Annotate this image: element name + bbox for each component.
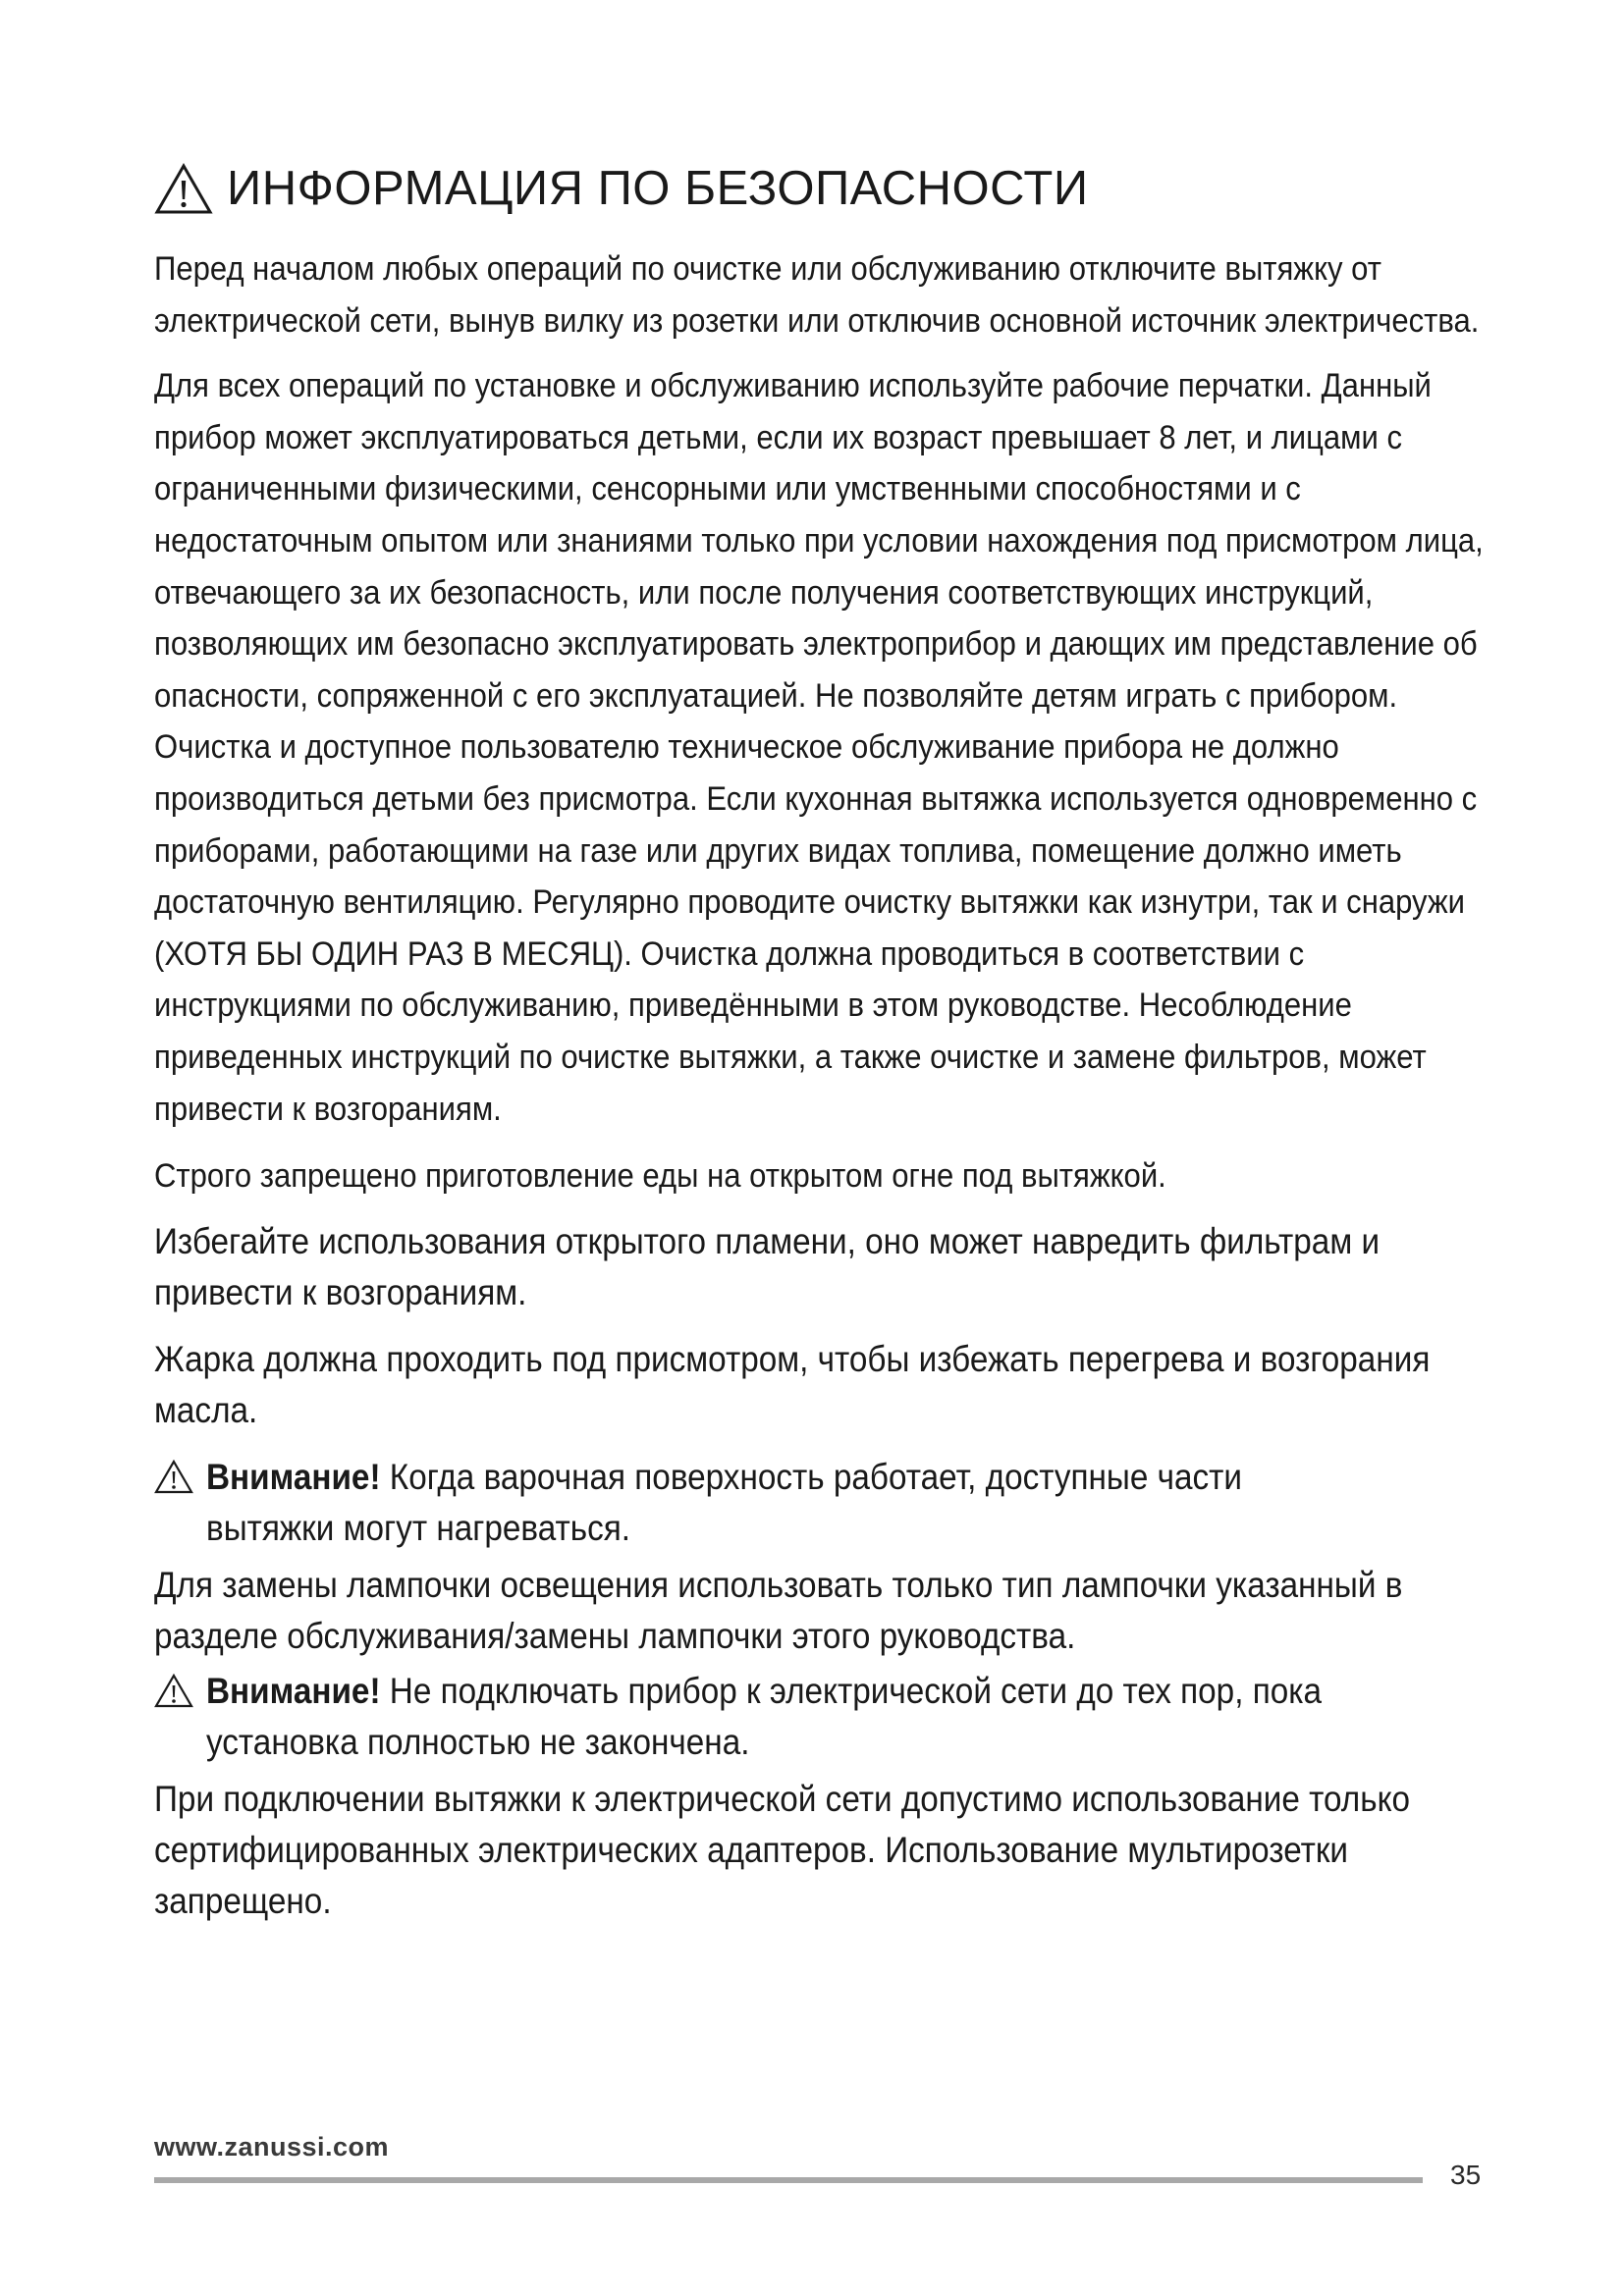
warning-body: Когда варочная поверхность работает, доступные части вытяжки могут нагреваться. bbox=[206, 1456, 1243, 1548]
warning-label: Внимание! bbox=[206, 1670, 381, 1711]
warning-hot-parts bbox=[154, 1452, 1489, 1554]
website-link[interactable]: www.zanussi.com bbox=[154, 2132, 390, 2162]
paragraph-open-flame: Избегайте использования открытого пламени, оно может навредить фильтрам и привести к возгораниям. bbox=[154, 1220, 1380, 1312]
warning-installation bbox=[154, 1666, 1489, 1768]
paragraph-disconnect: Перед началом любых операций по очистке или обслуживанию отключите вытяжку от электрической сети, вынув вилку из розетки или отключив основной источник электричества. bbox=[154, 250, 1480, 340]
warning-triangle-icon bbox=[154, 162, 213, 215]
footer-divider bbox=[154, 2177, 1423, 2183]
section-heading bbox=[154, 162, 1089, 215]
warning-triangle-icon bbox=[154, 1459, 193, 1494]
paragraph-safety-general: Для всех операций по установке и обслуживанию используйте рабочие перчатки. Данный прибор может эксплуатироваться детьми, если их возраст превышает 8 лет, и лицами с ограниченными физическими, сенсорными или умственными способностями и с недостаточным опытом или знаниями только при условии нахождения под присмотром лица, отвечающего за их безопасность, или после получения соответствующих инструкций, позволяющих им безопасно эксплуатировать электроприбор и дающих им представление об опасности, сопряженной с его эксплуатацией. Не позволяйте детям играть с прибором. Очистка и доступное пользователю техническое обслуживание прибора не должно производиться детьми без присмотра. Если кухонная вытяжка используется одновременно с приборами, работающими на газе или других видах топлива, помещение должно иметь достаточную вентиляцию. Регулярно проводите очистку вытяжки как изнутри, так и снаружи (ХОТЯ БЫ ОДИН РАЗ В МЕСЯЦ). Очистка должна проводиться в соответствии с инструкциями по обслуживанию, приведёнными в этом руководстве. Несоблюдение приведенных инструкций по очистке вытяжки, а также очистке и замене фильтров, может привести к возгораниям. bbox=[154, 367, 1484, 1128]
page-number: 35 bbox=[1450, 2160, 1482, 2190]
page-footer bbox=[154, 2132, 1486, 2190]
paragraph-lamp-replacement: Для замены лампочки освещения использовать только тип лампочки указанный в разделе обслуживания/замены лампочки этого руководства. bbox=[154, 1564, 1403, 1656]
paragraph-open-fire-ban: Строго запрещено приготовление еды на открытом огне под вытяжкой. bbox=[154, 1157, 1166, 1196]
warning-triangle-icon bbox=[154, 1673, 193, 1708]
paragraph-frying: Жарка должна проходить под присмотром, чтобы избежать перегрева и возгорания масла. bbox=[154, 1338, 1431, 1430]
warning-body: Не подключать прибор к электрической сети до тех пор, пока установка полностью не закончена. bbox=[206, 1670, 1323, 1762]
document-body bbox=[154, 243, 1489, 1927]
warning-label: Внимание! bbox=[206, 1456, 381, 1497]
page-title: ИНФОРМАЦИЯ ПО БЕЗОПАСНОСТИ bbox=[227, 161, 1089, 215]
warning-text bbox=[206, 1452, 1361, 1554]
paragraph-adapters: При подключении вытяжки к электрической сети допустимо использование только сертифицированных электрических адаптеров. Использование мультирозетки запрещено. bbox=[154, 1778, 1411, 1921]
warning-text bbox=[206, 1666, 1361, 1768]
